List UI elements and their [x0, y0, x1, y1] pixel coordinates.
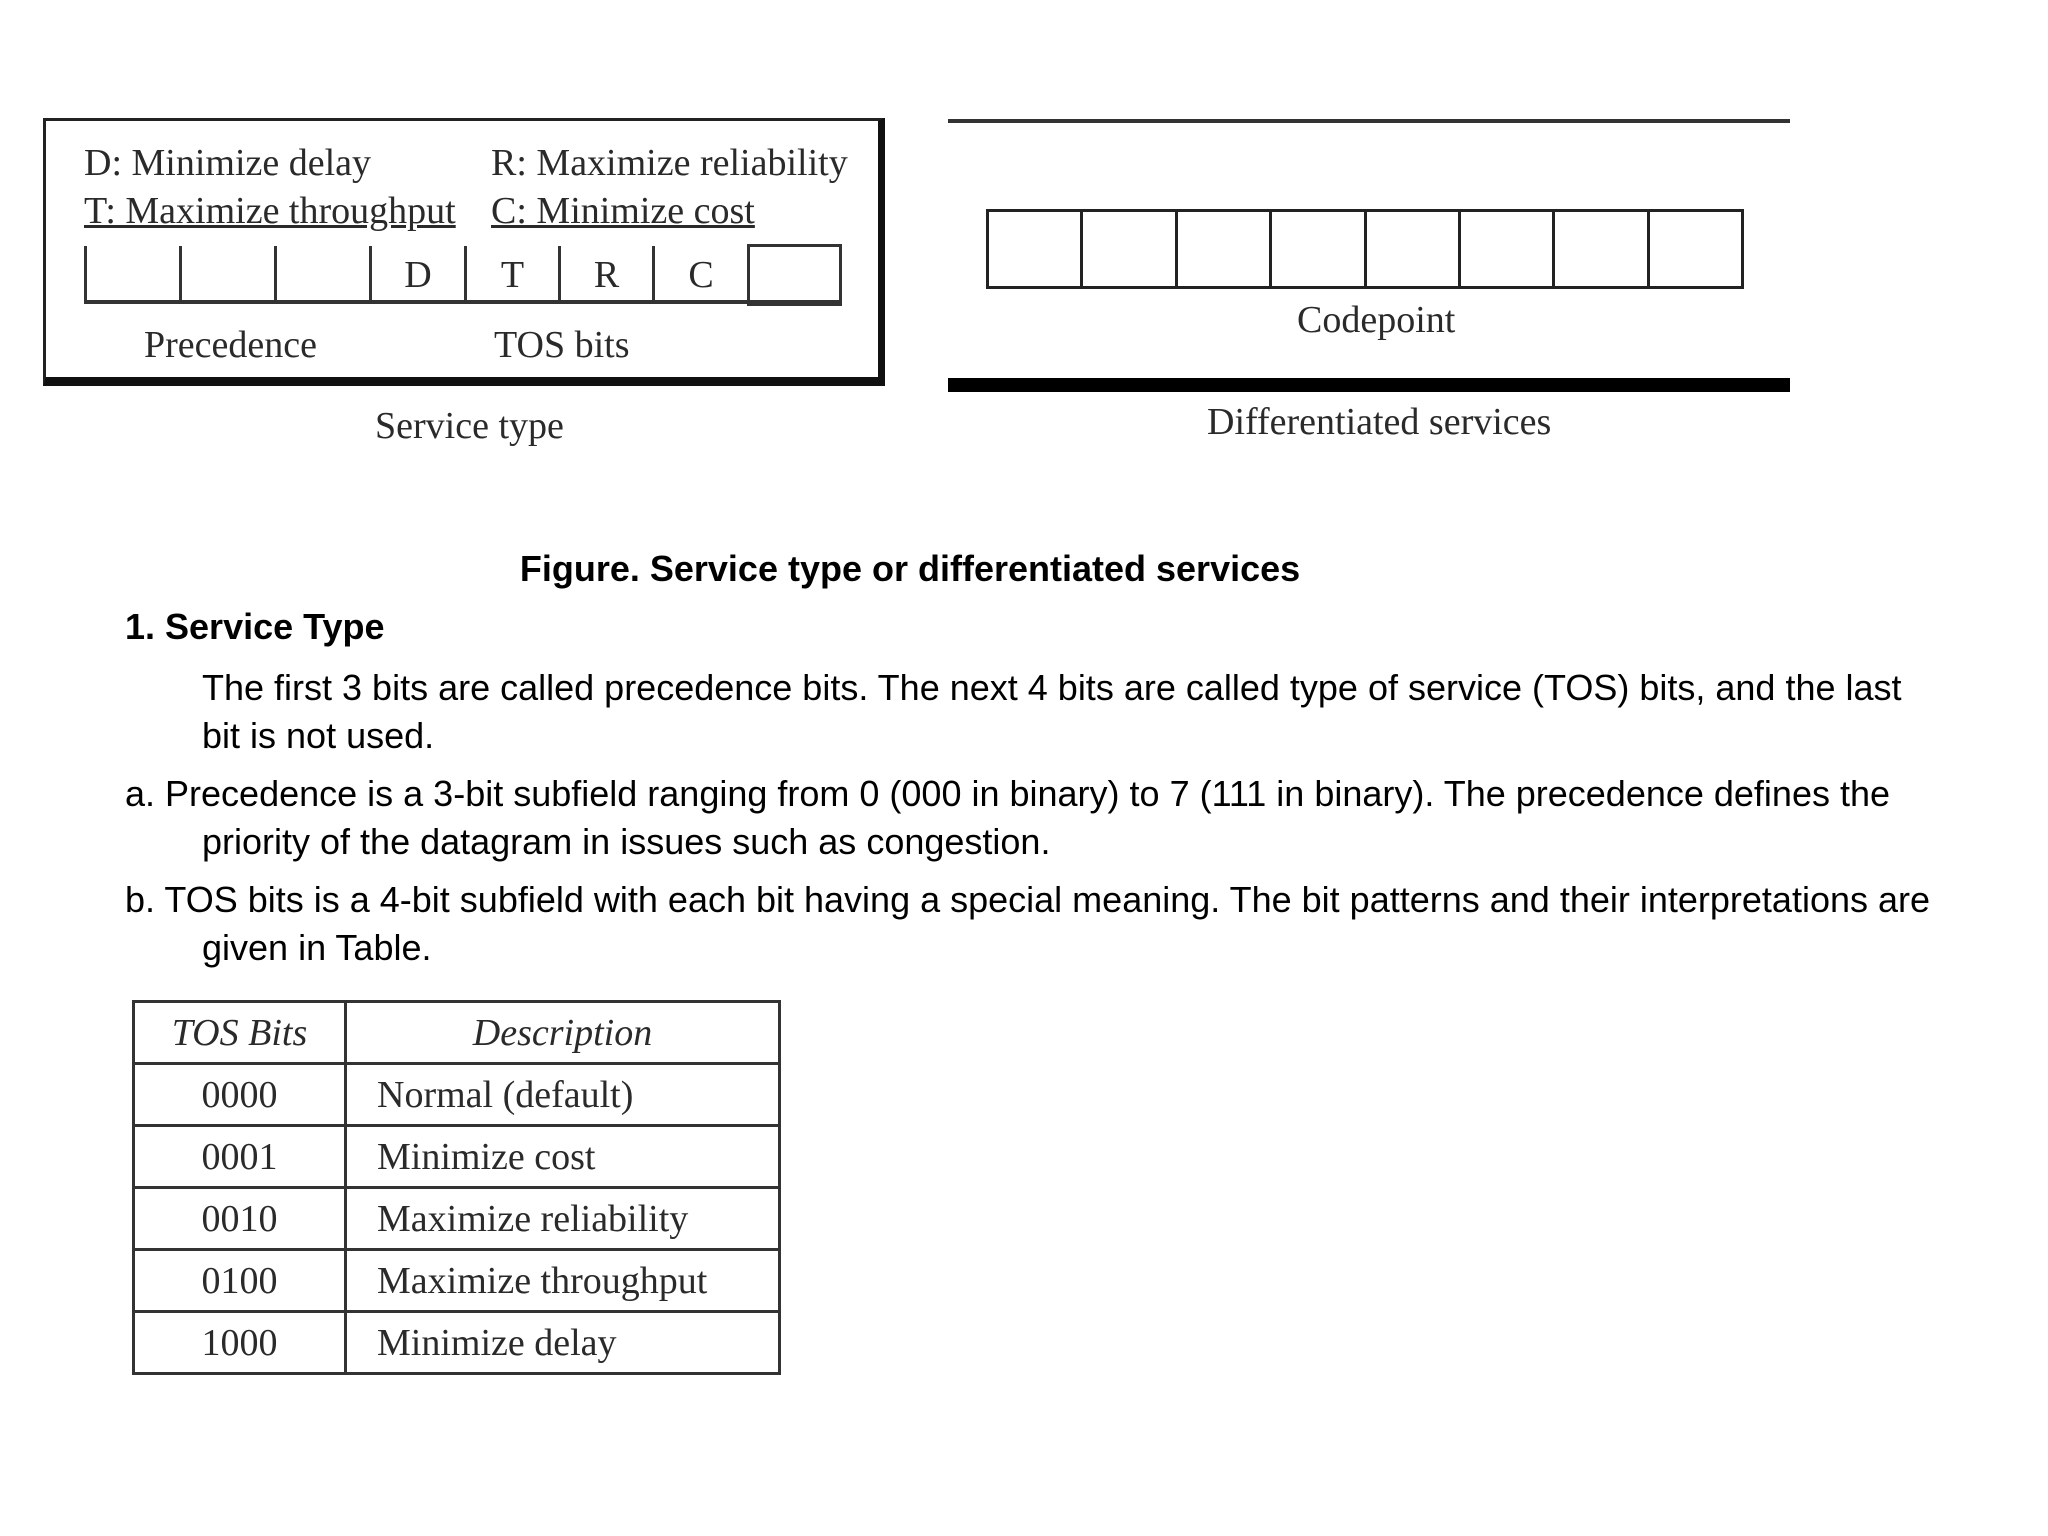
tos-bits-cell: 0100	[134, 1250, 346, 1312]
header-tos-bits: TOS Bits	[134, 1002, 346, 1064]
legend-d: D: Minimize delay	[84, 142, 372, 184]
codepoint-cell	[1555, 212, 1649, 286]
bit-cell-t: T	[464, 246, 558, 304]
tos-bits-label: TOS bits	[494, 324, 630, 366]
codepoint-cell	[1367, 212, 1461, 286]
description-cell: Minimize cost	[346, 1126, 780, 1188]
service-type-bit-row	[84, 246, 842, 306]
description-cell: Normal (default)	[346, 1064, 780, 1126]
bit-cell-precedence-2	[179, 246, 274, 304]
service-type-figure	[43, 118, 885, 386]
service-type-caption: Service type	[375, 405, 564, 447]
table-header-row	[134, 1002, 780, 1064]
table-row	[134, 1250, 780, 1312]
codepoint-cell	[1650, 212, 1741, 286]
description-cell: Maximize reliability	[346, 1188, 780, 1250]
table-row	[134, 1188, 780, 1250]
tos-bits-cell: 1000	[134, 1312, 346, 1374]
legend-c: C: Minimize cost	[491, 190, 755, 232]
paragraph-a: a. Precedence is a 3-bit subfield ranging from 0 (000 in binary) to 7 (111 in binary). The precedence defines the priority of the datagram in issues such as congestion.	[125, 773, 1891, 862]
legend-t: T: Maximize throughput	[84, 190, 456, 232]
tos-bits-cell: 0001	[134, 1126, 346, 1188]
table-row	[134, 1312, 780, 1374]
ds-caption: Differentiated services	[1207, 401, 1552, 443]
ds-top-rule	[948, 119, 1790, 123]
tos-bits-table	[132, 1000, 781, 1375]
paragraph-intro: The first 3 bits are called precedence bits. The next 4 bits are called type of service (TOS) bits, and the last bit is not used.	[202, 667, 1902, 756]
ds-bottom-rule	[948, 378, 1790, 392]
codepoint-cell	[1461, 212, 1555, 286]
figure-caption: Figure. Service type or differentiated services	[519, 548, 1301, 589]
tos-bits-cell: 0010	[134, 1188, 346, 1250]
tos-bits-cell: 0000	[134, 1064, 346, 1126]
section-heading: 1. Service Type	[125, 606, 385, 647]
bit-cell-c: C	[652, 246, 747, 304]
bit-cell-precedence-3	[274, 246, 369, 304]
table-row	[134, 1064, 780, 1126]
table-row	[134, 1126, 780, 1188]
bit-cell-precedence-1	[84, 246, 179, 304]
bit-cell-unused	[747, 244, 842, 306]
bit-cell-r: R	[558, 246, 652, 304]
codepoint-cell	[1272, 212, 1366, 286]
codepoint-cell	[1083, 212, 1177, 286]
codepoint-bit-row	[986, 209, 1744, 289]
paragraph-b: b. TOS bits is a 4-bit subfield with each bit having a special meaning. The bit patterns and their interpretations are given in Table.	[125, 879, 1931, 968]
description-cell: Minimize delay	[346, 1312, 780, 1374]
codepoint-cell	[1178, 212, 1272, 286]
legend-r: R: Maximize reliability	[491, 142, 848, 184]
header-description: Description	[346, 1002, 780, 1064]
bit-cell-d: D	[369, 246, 464, 304]
description-cell: Maximize throughput	[346, 1250, 780, 1312]
codepoint-label: Codepoint	[1297, 299, 1456, 341]
precedence-label: Precedence	[144, 324, 317, 366]
codepoint-cell	[989, 212, 1083, 286]
